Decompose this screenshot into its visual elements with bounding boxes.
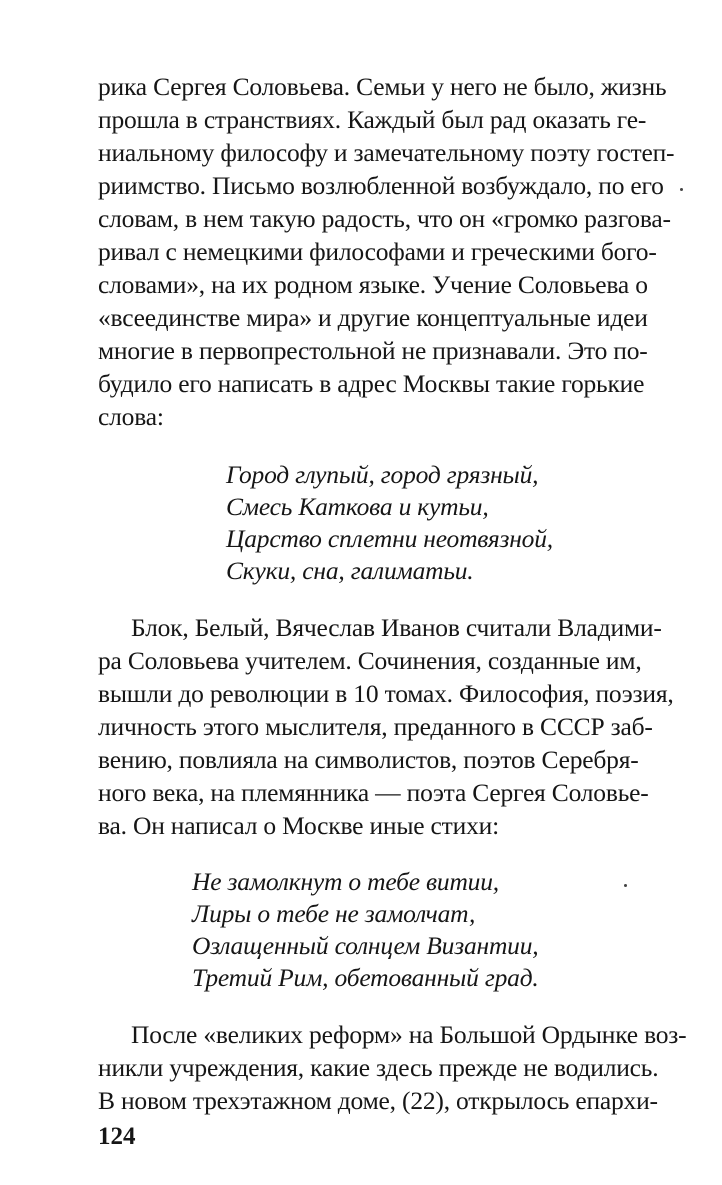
text-line: ва. Он написал о Москве иные стихи:: [98, 811, 499, 840]
text-line: словам, в нем такую радость, что он «громко разгова-: [98, 204, 671, 233]
verse-line: Царство сплетни неотвязной,: [226, 524, 553, 553]
verse-line: Третий Рим, обетованный град.: [192, 963, 539, 992]
verse-line: Смесь Каткова и кутьи,: [226, 492, 489, 521]
verse-line: Не замолкнут о тебе витии,: [192, 867, 499, 896]
text-line: будило его написать в адрес Москвы такие горькие: [98, 369, 645, 398]
text-line: многие в первопрестольной не признавали. Это по-: [98, 336, 648, 365]
verse-line: Скуки, сна, галиматьи.: [226, 556, 474, 585]
scan-speck: [680, 188, 683, 191]
text-line: Блок, Белый, Вячеслав Иванов считали Владими-: [131, 613, 662, 642]
text-line: рика Сергея Соловьева. Семьи у него не было, жизнь: [98, 72, 667, 101]
text-line: ниальному философу и замечательному поэту гостеп-: [98, 138, 675, 167]
text-line: слова:: [98, 402, 164, 431]
text-line: личность этого мыслителя, преданного в СССР заб-: [98, 712, 653, 741]
text-line: ного века, на племянника — поэта Сергея Соловье-: [98, 778, 649, 807]
scan-speck: [624, 884, 627, 887]
text-line: ривал с немецкими философами и греческими бого-: [98, 237, 657, 266]
text-line: словами», на их родном языке. Учение Соловьева о: [98, 270, 648, 299]
verse-line: Город глупый, город грязный,: [226, 460, 539, 489]
text-line: риимство. Письмо возлюбленной возбуждало, по его: [98, 171, 664, 200]
text-line: После «великих реформ» на Большой Ордынке воз-: [131, 1020, 687, 1049]
text-line: вышли до революции в 10 томах. Философия, поэзия,: [98, 679, 674, 708]
text-line: ра Соловьева учителем. Сочинения, созданные им,: [98, 646, 642, 675]
verse-line: Озлащенный солнцем Византии,: [192, 931, 539, 960]
page-number: 124: [98, 1123, 136, 1150]
text-line: вению, повлияла на символистов, поэтов Серебря-: [98, 745, 639, 774]
verse-line: Лиры о тебе не замолчат,: [192, 899, 476, 928]
text-line: «всеединстве мира» и другие концептуальные идеи: [98, 303, 648, 332]
text-line: В новом трехэтажном доме, (22), открылось епархи-: [98, 1086, 658, 1115]
text-line: прошла в странствиях. Каждый был рад оказать ге-: [98, 105, 647, 134]
text-line: никли учреждения, какие здесь прежде не водились.: [98, 1053, 659, 1082]
